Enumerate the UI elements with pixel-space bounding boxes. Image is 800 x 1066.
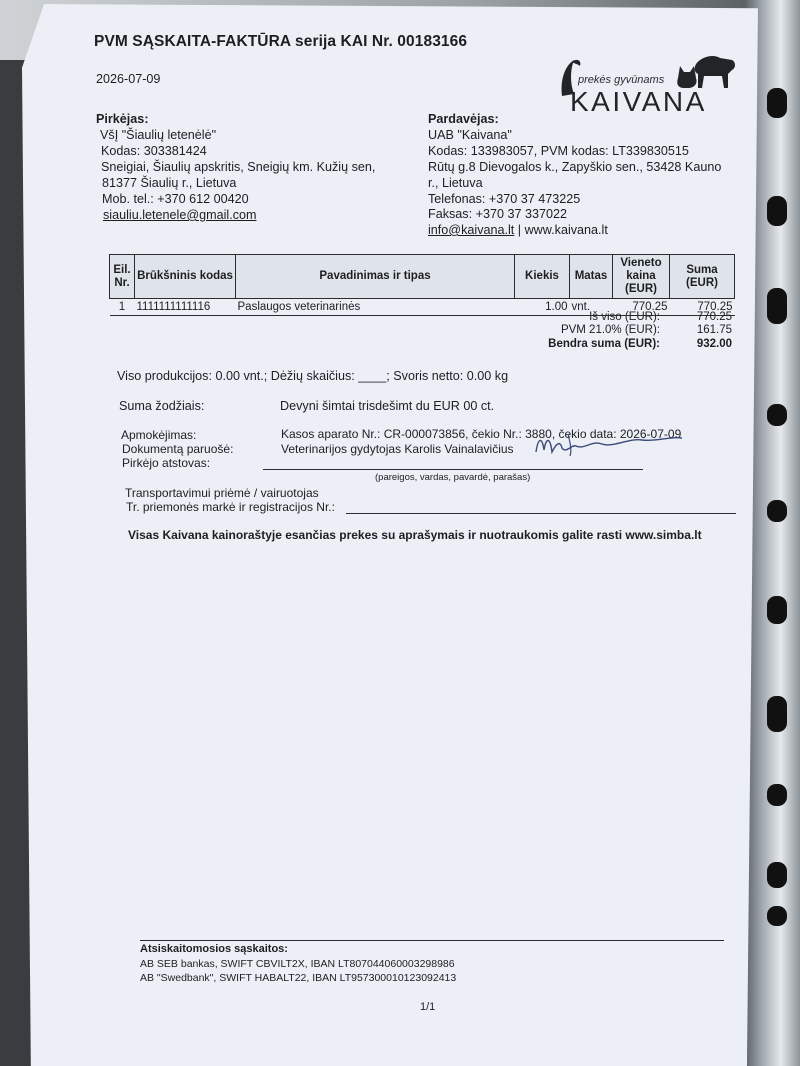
buyer-heading: Pirkėjas: bbox=[96, 112, 149, 126]
prepared-by-label: Dokumentą paruošė: bbox=[122, 442, 234, 456]
catalog-notice: Visas Kaivana kainoraštyje esančias prekes su aprašymais ir nuotraukomis galite rasti www.simba.lt bbox=[128, 528, 702, 542]
prepared-by-value: Veterinarijos gydytojas Karolis Vainalavičius bbox=[281, 442, 514, 456]
punch-hole bbox=[767, 784, 787, 806]
cell-price: 770.25 bbox=[613, 299, 670, 316]
column-header-unit: Matas bbox=[570, 255, 613, 299]
seller-line: Kodas: 133983057, PVM kodas: LT339830515 bbox=[428, 144, 689, 158]
punch-hole bbox=[767, 906, 787, 926]
punch-hole bbox=[767, 88, 787, 118]
amount-in-words-label: Suma žodžiais: bbox=[119, 399, 205, 413]
bank-heading: Atsiskaitomosios sąskaitos: bbox=[140, 943, 288, 955]
kaivana-logo bbox=[556, 48, 738, 120]
column-header-qty: Kiekis bbox=[515, 255, 570, 299]
punch-hole bbox=[767, 500, 787, 522]
table-header-row bbox=[110, 255, 735, 299]
cell-name: Paslaugos veterinarinės bbox=[236, 299, 515, 316]
totals-label: Iš viso (EUR): bbox=[589, 311, 660, 323]
cell-qty: 1.00 bbox=[515, 299, 570, 316]
page-number: 1/1 bbox=[420, 1001, 436, 1013]
seller-line: Telefonas: +370 37 473225 bbox=[428, 192, 581, 206]
seller-line: Faksas: +370 37 337022 bbox=[428, 207, 567, 221]
signature-hint: (pareigos, vardas, pavardė, parašas) bbox=[375, 472, 531, 483]
seller-line: UAB "Kaivana" bbox=[428, 128, 512, 142]
buyer-line: 81377 Šiaulių r., Lietuva bbox=[102, 176, 237, 190]
invoice-date: 2026-07-09 bbox=[96, 72, 161, 86]
logo-tagline: prekės gyvūnams bbox=[578, 74, 665, 86]
totals-label: PVM 21.0% (EUR): bbox=[560, 324, 660, 336]
invoice-title: PVM SĄSKAITA-FAKTŪRA serija KAI Nr. 00183166 bbox=[94, 33, 468, 50]
totals-value: 932.00 bbox=[696, 338, 732, 350]
buyer-representative-label: Pirkėjo atstovas: bbox=[122, 456, 211, 470]
payment-value: Kasos aparato Nr.: CR-000073856, čekio Nr.: 3880, čekio data: 2026-07-09 bbox=[281, 427, 682, 441]
column-header-nr: Eil. Nr. bbox=[110, 255, 135, 299]
transport-vehicle: Tr. priemonės markė ir registracijos Nr.: bbox=[126, 500, 335, 514]
seller-line: Rūtų g.8 Dievogalos k., Zapyškio sen., 53428 Kauno bbox=[428, 160, 722, 174]
cell-barcode: 1111111111116 bbox=[135, 299, 236, 316]
column-header-sum: Suma (EUR) bbox=[670, 255, 735, 299]
column-header-barcode: Brūkšninis kodas bbox=[135, 255, 236, 299]
punch-hole bbox=[767, 862, 787, 888]
bank-account: AB SEB bankas, SWIFT CBVILT2X, IBAN LT807044060003298986 bbox=[140, 958, 455, 970]
punch-hole bbox=[767, 288, 787, 324]
seller-heading: Pardavėjas: bbox=[428, 112, 499, 126]
buyer-line: Kodas: 303381424 bbox=[101, 144, 207, 158]
buyer-line: Sneigiai, Šiaulių apskritis, Sneigių km. Kužių sen, bbox=[101, 160, 376, 174]
items-table bbox=[109, 254, 735, 316]
totals-label: Bendra suma (EUR): bbox=[548, 338, 660, 350]
cell-nr: 1 bbox=[110, 299, 135, 316]
column-header-name: Pavadinimas ir tipas bbox=[236, 255, 515, 299]
punch-hole bbox=[767, 696, 787, 732]
buyer-line: VšĮ "Šiaulių letenėlė" bbox=[100, 128, 217, 142]
payment-label: Apmokėjimas: bbox=[121, 428, 197, 442]
handwritten-signature bbox=[532, 430, 692, 460]
signature-line bbox=[263, 469, 643, 470]
footer-divider bbox=[140, 940, 724, 941]
products-summary: Viso produkcijos: 0.00 vnt.; Dėžių skaičius: ____; Svoris netto: 0.00 kg bbox=[117, 369, 509, 383]
seller-website: | www.kaivana.lt bbox=[514, 223, 608, 237]
vehicle-line bbox=[346, 513, 736, 514]
punch-hole bbox=[767, 596, 787, 624]
buyer-email-link[interactable]: siauliu.letenele@gmail.com bbox=[103, 208, 257, 222]
logo-brand: KAIVANA bbox=[570, 86, 707, 117]
punch-hole bbox=[767, 196, 787, 226]
column-header-price: Vieneto kaina (EUR) bbox=[613, 255, 670, 299]
bank-account: AB "Swedbank", SWIFT HABALT22, IBAN LT957300010123092413 bbox=[140, 972, 457, 984]
totals-value: 161.75 bbox=[696, 324, 732, 336]
seller-line: r., Lietuva bbox=[428, 176, 483, 190]
transport-receiver: Transportavimui priėmė / vairuotojas bbox=[125, 486, 319, 500]
amount-in-words-value: Devyni šimtai trisdešimt du EUR 00 ct. bbox=[280, 399, 495, 413]
cell-unit: vnt. bbox=[570, 299, 613, 316]
buyer-line: Mob. tel.: +370 612 00420 bbox=[102, 192, 249, 206]
cell-sum: 770.25 bbox=[670, 299, 735, 316]
totals-value: 770.25 bbox=[696, 311, 732, 323]
seller-email-link[interactable]: info@kaivana.lt bbox=[428, 223, 515, 237]
punch-hole bbox=[767, 404, 787, 426]
